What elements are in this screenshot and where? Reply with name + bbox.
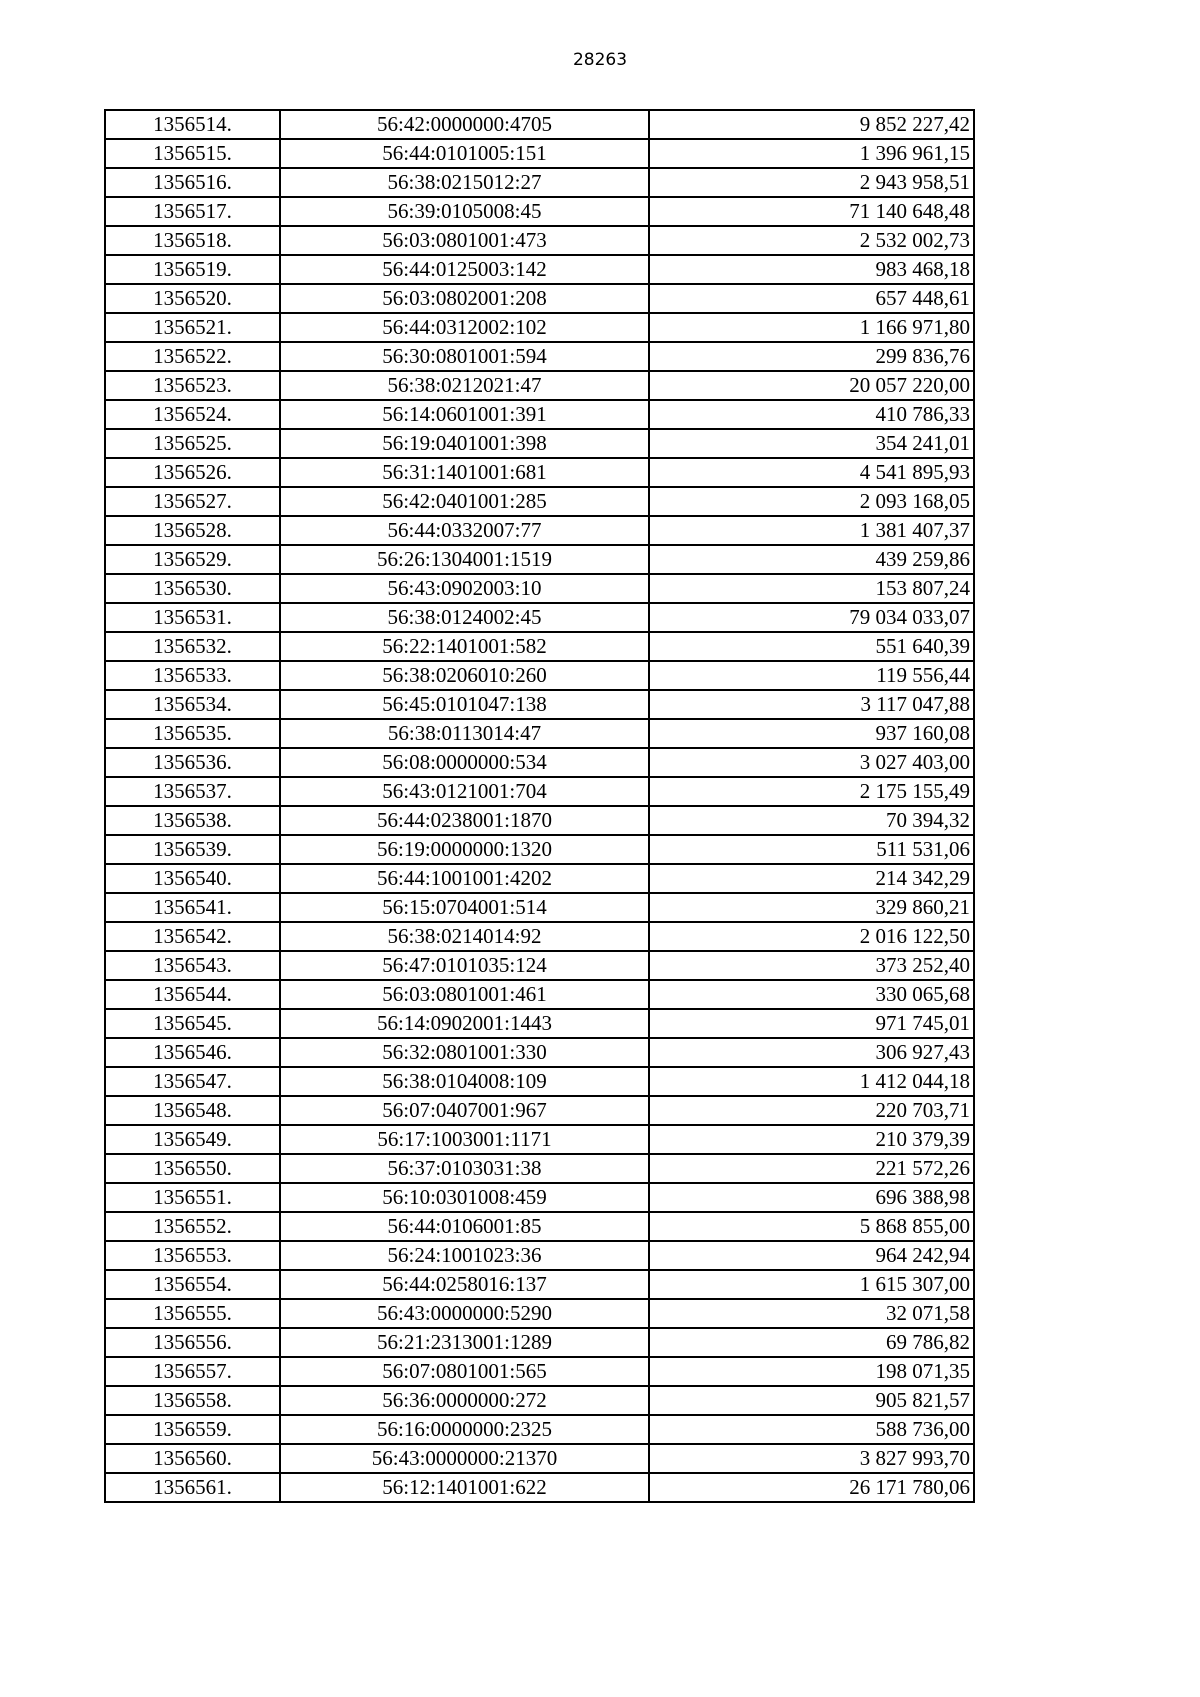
row-number-cell: 1356516.	[105, 168, 280, 197]
table-row	[105, 1009, 974, 1038]
row-number-cell: 1356559.	[105, 1415, 280, 1444]
row-number-cell: 1356550.	[105, 1154, 280, 1183]
cadastral-value-cell: 221 572,26	[649, 1154, 974, 1183]
cadastral-value-cell: 26 171 780,06	[649, 1473, 974, 1502]
cadastral-number-cell: 56:38:0104008:109	[280, 1067, 649, 1096]
cadastral-value-cell: 551 640,39	[649, 632, 974, 661]
row-number-cell: 1356544.	[105, 980, 280, 1009]
cadastral-value-cell: 210 379,39	[649, 1125, 974, 1154]
cadastral-value-cell: 410 786,33	[649, 400, 974, 429]
cadastral-value-cell: 373 252,40	[649, 951, 974, 980]
row-number-cell: 1356561.	[105, 1473, 280, 1502]
row-number-cell: 1356529.	[105, 545, 280, 574]
cadastral-number-cell: 56:45:0101047:138	[280, 690, 649, 719]
row-number-cell: 1356515.	[105, 139, 280, 168]
cadastral-number-cell: 56:43:0902003:10	[280, 574, 649, 603]
table-row	[105, 226, 974, 255]
table-row	[105, 197, 974, 226]
table-row	[105, 1212, 974, 1241]
row-number-cell: 1356530.	[105, 574, 280, 603]
cadastral-number-cell: 56:38:0124002:45	[280, 603, 649, 632]
table-row	[105, 835, 974, 864]
cadastral-value-cell: 5 868 855,00	[649, 1212, 974, 1241]
table-row	[105, 1154, 974, 1183]
cadastral-value-cell: 70 394,32	[649, 806, 974, 835]
table-row	[105, 980, 974, 1009]
cadastral-value-cell: 3 027 403,00	[649, 748, 974, 777]
cadastral-value-cell: 964 242,94	[649, 1241, 974, 1270]
cadastral-value-cell: 214 342,29	[649, 864, 974, 893]
table-row	[105, 1038, 974, 1067]
table-row	[105, 1328, 974, 1357]
table-row	[105, 574, 974, 603]
row-number-cell: 1356557.	[105, 1357, 280, 1386]
cadastral-value-cell: 1 412 044,18	[649, 1067, 974, 1096]
cadastral-number-cell: 56:42:0000000:4705	[280, 110, 649, 139]
row-number-cell: 1356558.	[105, 1386, 280, 1415]
cadastral-value-cell: 588 736,00	[649, 1415, 974, 1444]
cadastral-value-cell: 1 615 307,00	[649, 1270, 974, 1299]
table-row	[105, 371, 974, 400]
table-row	[105, 429, 974, 458]
table-row	[105, 168, 974, 197]
row-number-cell: 1356539.	[105, 835, 280, 864]
row-number-cell: 1356525.	[105, 429, 280, 458]
row-number-cell: 1356519.	[105, 255, 280, 284]
row-number-cell: 1356547.	[105, 1067, 280, 1096]
row-number-cell: 1356537.	[105, 777, 280, 806]
table-row	[105, 516, 974, 545]
cadastral-number-cell: 56:14:0902001:1443	[280, 1009, 649, 1038]
row-number-cell: 1356528.	[105, 516, 280, 545]
cadastral-number-cell: 56:44:1001001:4202	[280, 864, 649, 893]
table-row	[105, 893, 974, 922]
cadastral-number-cell: 56:19:0000000:1320	[280, 835, 649, 864]
cadastral-number-cell: 56:07:0801001:565	[280, 1357, 649, 1386]
row-number-cell: 1356560.	[105, 1444, 280, 1473]
cadastral-number-cell: 56:47:0101035:124	[280, 951, 649, 980]
cadastral-value-cell: 354 241,01	[649, 429, 974, 458]
cadastral-number-cell: 56:14:0601001:391	[280, 400, 649, 429]
row-number-cell: 1356523.	[105, 371, 280, 400]
row-number-cell: 1356520.	[105, 284, 280, 313]
cadastral-value-cell: 2 532 002,73	[649, 226, 974, 255]
cadastral-value-cell: 696 388,98	[649, 1183, 974, 1212]
row-number-cell: 1356554.	[105, 1270, 280, 1299]
row-number-cell: 1356521.	[105, 313, 280, 342]
cadastral-value-cell: 220 703,71	[649, 1096, 974, 1125]
row-number-cell: 1356545.	[105, 1009, 280, 1038]
cadastral-value-cell: 1 396 961,15	[649, 139, 974, 168]
table-row	[105, 864, 974, 893]
cadastral-number-cell: 56:10:0301008:459	[280, 1183, 649, 1212]
cadastral-number-cell: 56:03:0801001:461	[280, 980, 649, 1009]
table-row	[105, 284, 974, 313]
row-number-cell: 1356546.	[105, 1038, 280, 1067]
table-row	[105, 255, 974, 284]
table-row	[105, 458, 974, 487]
row-number-cell: 1356518.	[105, 226, 280, 255]
cadastral-number-cell: 56:39:0105008:45	[280, 197, 649, 226]
row-number-cell: 1356522.	[105, 342, 280, 371]
row-number-cell: 1356532.	[105, 632, 280, 661]
cadastral-number-cell: 56:44:0238001:1870	[280, 806, 649, 835]
table-row	[105, 313, 974, 342]
table-row	[105, 603, 974, 632]
cadastral-number-cell: 56:43:0000000:5290	[280, 1299, 649, 1328]
table-row	[105, 1241, 974, 1270]
cadastral-value-table	[104, 109, 975, 1503]
table-row	[105, 719, 974, 748]
table-row	[105, 139, 974, 168]
cadastral-number-cell: 56:26:1304001:1519	[280, 545, 649, 574]
cadastral-number-cell: 56:03:0802001:208	[280, 284, 649, 313]
table-row	[105, 1473, 974, 1502]
cadastral-value-cell: 2 943 958,51	[649, 168, 974, 197]
cadastral-number-cell: 56:38:0214014:92	[280, 922, 649, 951]
cadastral-value-cell: 69 786,82	[649, 1328, 974, 1357]
table-row	[105, 690, 974, 719]
row-number-cell: 1356552.	[105, 1212, 280, 1241]
cadastral-number-cell: 56:17:1003001:1171	[280, 1125, 649, 1154]
table-row	[105, 400, 974, 429]
table-row	[105, 1096, 974, 1125]
row-number-cell: 1356534.	[105, 690, 280, 719]
cadastral-value-cell: 511 531,06	[649, 835, 974, 864]
row-number-cell: 1356524.	[105, 400, 280, 429]
cadastral-value-cell: 1 166 971,80	[649, 313, 974, 342]
table-row	[105, 110, 974, 139]
table-row	[105, 1357, 974, 1386]
table-row	[105, 806, 974, 835]
table-row	[105, 1125, 974, 1154]
row-number-cell: 1356542.	[105, 922, 280, 951]
cadastral-value-cell: 983 468,18	[649, 255, 974, 284]
row-number-cell: 1356553.	[105, 1241, 280, 1270]
row-number-cell: 1356543.	[105, 951, 280, 980]
table-row	[105, 922, 974, 951]
cadastral-value-cell: 71 140 648,48	[649, 197, 974, 226]
cadastral-value-cell: 119 556,44	[649, 661, 974, 690]
cadastral-number-cell: 56:19:0401001:398	[280, 429, 649, 458]
cadastral-number-cell: 56:43:0000000:21370	[280, 1444, 649, 1473]
table-row	[105, 748, 974, 777]
cadastral-number-cell: 56:38:0206010:260	[280, 661, 649, 690]
cadastral-number-cell: 56:24:1001023:36	[280, 1241, 649, 1270]
table-row	[105, 1067, 974, 1096]
row-number-cell: 1356541.	[105, 893, 280, 922]
row-number-cell: 1356548.	[105, 1096, 280, 1125]
cadastral-number-cell: 56:38:0113014:47	[280, 719, 649, 748]
cadastral-value-cell: 330 065,68	[649, 980, 974, 1009]
cadastral-value-cell: 4 541 895,93	[649, 458, 974, 487]
cadastral-number-cell: 56:36:0000000:272	[280, 1386, 649, 1415]
page-number: 28263	[572, 50, 628, 70]
row-number-cell: 1356549.	[105, 1125, 280, 1154]
row-number-cell: 1356535.	[105, 719, 280, 748]
table-row	[105, 951, 974, 980]
cadastral-number-cell: 56:16:0000000:2325	[280, 1415, 649, 1444]
table-row	[105, 632, 974, 661]
cadastral-value-cell: 9 852 227,42	[649, 110, 974, 139]
cadastral-value-cell: 3 827 993,70	[649, 1444, 974, 1473]
table-row	[105, 1299, 974, 1328]
cadastral-number-cell: 56:37:0103031:38	[280, 1154, 649, 1183]
cadastral-value-cell: 329 860,21	[649, 893, 974, 922]
cadastral-value-cell: 299 836,76	[649, 342, 974, 371]
cadastral-value-cell: 971 745,01	[649, 1009, 974, 1038]
cadastral-number-cell: 56:44:0258016:137	[280, 1270, 649, 1299]
row-number-cell: 1356514.	[105, 110, 280, 139]
table-row	[105, 1444, 974, 1473]
cadastral-value-cell: 32 071,58	[649, 1299, 974, 1328]
table-row	[105, 1415, 974, 1444]
row-number-cell: 1356551.	[105, 1183, 280, 1212]
cadastral-number-cell: 56:44:0106001:85	[280, 1212, 649, 1241]
cadastral-value-cell: 198 071,35	[649, 1357, 974, 1386]
cadastral-value-cell: 306 927,43	[649, 1038, 974, 1067]
cadastral-number-cell: 56:07:0407001:967	[280, 1096, 649, 1125]
row-number-cell: 1356538.	[105, 806, 280, 835]
table-row	[105, 1183, 974, 1212]
cadastral-number-cell: 56:42:0401001:285	[280, 487, 649, 516]
table-row	[105, 1270, 974, 1299]
row-number-cell: 1356526.	[105, 458, 280, 487]
cadastral-number-cell: 56:08:0000000:534	[280, 748, 649, 777]
row-number-cell: 1356555.	[105, 1299, 280, 1328]
row-number-cell: 1356556.	[105, 1328, 280, 1357]
table-row	[105, 487, 974, 516]
cadastral-number-cell: 56:44:0312002:102	[280, 313, 649, 342]
cadastral-number-cell: 56:21:2313001:1289	[280, 1328, 649, 1357]
cadastral-number-cell: 56:43:0121001:704	[280, 777, 649, 806]
row-number-cell: 1356527.	[105, 487, 280, 516]
cadastral-value-cell: 2 093 168,05	[649, 487, 974, 516]
cadastral-value-cell: 439 259,86	[649, 545, 974, 574]
cadastral-number-cell: 56:03:0801001:473	[280, 226, 649, 255]
cadastral-value-cell: 657 448,61	[649, 284, 974, 313]
cadastral-value-cell: 937 160,08	[649, 719, 974, 748]
table-row	[105, 1386, 974, 1415]
cadastral-number-cell: 56:44:0125003:142	[280, 255, 649, 284]
cadastral-value-cell: 905 821,57	[649, 1386, 974, 1415]
table-body	[105, 110, 974, 1502]
row-number-cell: 1356531.	[105, 603, 280, 632]
row-number-cell: 1356517.	[105, 197, 280, 226]
cadastral-number-cell: 56:31:1401001:681	[280, 458, 649, 487]
cadastral-number-cell: 56:38:0215012:27	[280, 168, 649, 197]
cadastral-number-cell: 56:32:0801001:330	[280, 1038, 649, 1067]
cadastral-value-cell: 2 175 155,49	[649, 777, 974, 806]
table-row	[105, 342, 974, 371]
cadastral-number-cell: 56:30:0801001:594	[280, 342, 649, 371]
cadastral-value-cell: 79 034 033,07	[649, 603, 974, 632]
table-row	[105, 545, 974, 574]
cadastral-number-cell: 56:12:1401001:622	[280, 1473, 649, 1502]
cadastral-number-cell: 56:38:0212021:47	[280, 371, 649, 400]
cadastral-value-cell: 153 807,24	[649, 574, 974, 603]
table-row	[105, 661, 974, 690]
row-number-cell: 1356533.	[105, 661, 280, 690]
cadastral-value-cell: 20 057 220,00	[649, 371, 974, 400]
cadastral-number-cell: 56:44:0101005:151	[280, 139, 649, 168]
cadastral-number-cell: 56:22:1401001:582	[280, 632, 649, 661]
row-number-cell: 1356536.	[105, 748, 280, 777]
cadastral-number-cell: 56:15:0704001:514	[280, 893, 649, 922]
cadastral-value-cell: 1 381 407,37	[649, 516, 974, 545]
cadastral-number-cell: 56:44:0332007:77	[280, 516, 649, 545]
table-row	[105, 777, 974, 806]
cadastral-value-cell: 2 016 122,50	[649, 922, 974, 951]
row-number-cell: 1356540.	[105, 864, 280, 893]
cadastral-value-cell: 3 117 047,88	[649, 690, 974, 719]
